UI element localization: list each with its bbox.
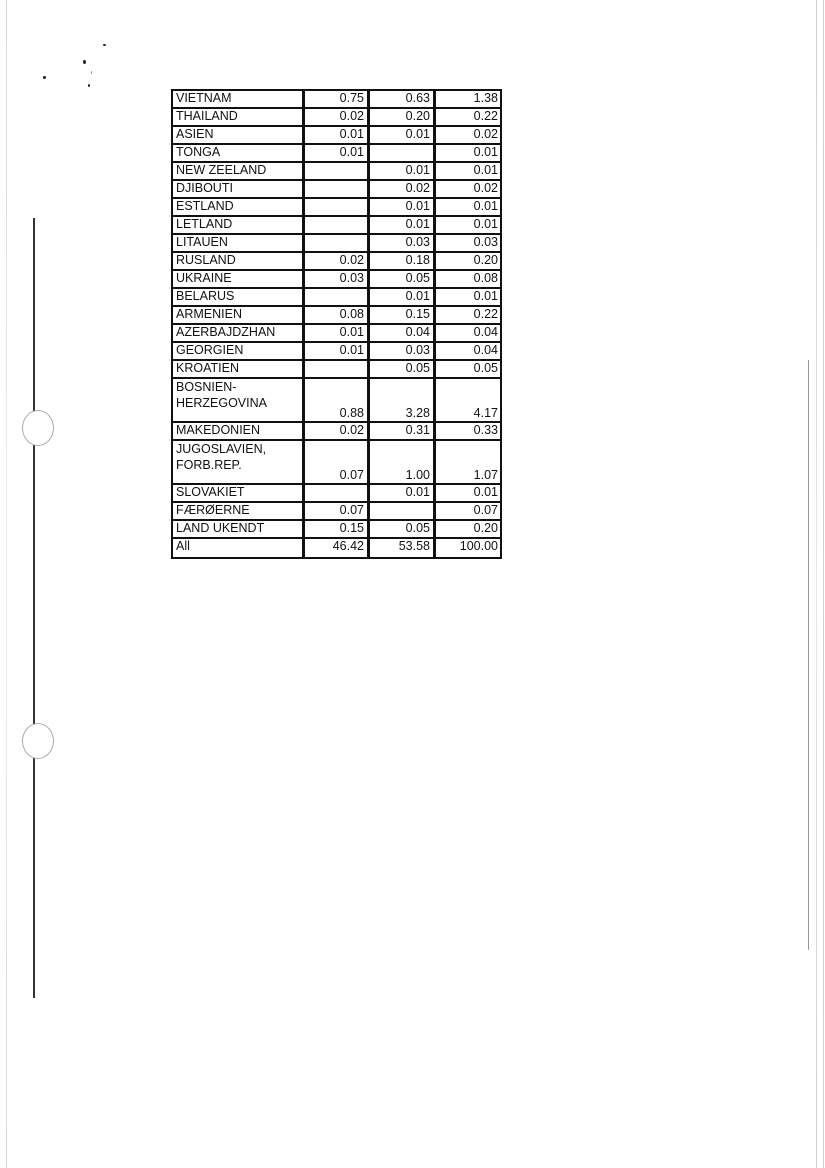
table-row [173,163,500,181]
value-col-2 [370,109,436,125]
value-col-total [436,199,500,215]
value-col-2 [370,343,436,359]
value-col-1 [305,423,370,439]
value-col-1-text: 0.02 [339,253,364,267]
value-col-2-text: 0.01 [405,485,430,499]
value-col-2 [370,539,436,557]
country-cell: LAND UKENDT [173,521,305,537]
value-col-1 [305,199,370,215]
value-col-2 [370,127,436,143]
value-col-2 [370,361,436,377]
value-col-1-text: 0.07 [339,503,364,517]
table-row [173,253,500,271]
value-col-total-text: 0.01 [473,485,498,499]
country-cell: DJIBOUTI [173,181,305,197]
country-name-line1: BOSNIEN- [176,380,237,394]
country-name-line1: JUGOSLAVIEN, [176,442,267,456]
value-col-2-text: 0.15 [405,307,430,321]
margin-line-left [33,218,35,998]
scan-edge-right [816,0,817,1168]
table-row [173,343,500,361]
value-col-2 [370,199,436,215]
table-row [173,325,500,343]
value-col-2-text: 1.00 [405,468,430,482]
value-col-1 [305,91,370,107]
value-col-total [436,361,500,377]
value-col-total-text: 0.03 [473,235,498,249]
table-row [173,485,500,503]
punch-hole-bottom [22,723,54,759]
value-col-1 [305,217,370,233]
value-col-1-text: 0.01 [339,145,364,159]
table-row [173,181,500,199]
value-col-1 [305,253,370,269]
speck [88,84,90,87]
value-col-2-text: 0.01 [405,217,430,231]
value-col-2 [370,485,436,501]
value-col-1 [305,109,370,125]
value-col-2 [370,163,436,179]
table-row [173,235,500,253]
value-col-1-text: 0.07 [339,468,364,482]
value-col-total-text: 0.01 [473,289,498,303]
table-row [173,423,500,441]
value-col-total [436,307,500,323]
value-col-1-text: 0.15 [339,521,364,535]
value-col-2 [370,217,436,233]
table-row [173,539,500,557]
value-col-total [436,181,500,197]
value-col-2-text: 0.31 [405,423,430,437]
value-col-2-text: 0.04 [405,325,430,339]
value-col-1-text: 0.01 [339,127,364,141]
value-col-2-text: 0.02 [405,181,430,195]
value-col-total-text: 0.22 [473,307,498,321]
value-col-2-text: 0.05 [405,271,430,285]
value-col-total-text: 0.33 [473,423,498,437]
value-col-2 [370,271,436,287]
table-row [173,217,500,235]
value-col-1 [305,145,370,161]
value-col-1 [305,163,370,179]
value-col-2-text: 0.01 [405,127,430,141]
value-col-2-text: 0.01 [405,289,430,303]
table-row [173,271,500,289]
value-col-2 [370,145,436,161]
value-col-total [436,379,500,421]
value-col-total-text: 100.00 [459,539,498,553]
value-col-total-text: 0.04 [473,325,498,339]
value-col-1 [305,289,370,305]
value-col-1-text: 0.01 [339,343,364,357]
value-col-total-text: 0.22 [473,109,498,123]
table-row [173,379,500,423]
value-col-2-text: 0.01 [405,163,430,177]
table-row [173,441,500,485]
country-cell: LETLAND [173,217,305,233]
table-row [173,127,500,145]
value-col-1 [305,343,370,359]
value-col-1 [305,503,370,519]
country-cell: FÆRØERNE [173,503,305,519]
value-col-2 [370,379,436,421]
value-col-total-text: 0.02 [473,181,498,195]
value-col-2-text: 53.58 [398,539,430,553]
value-col-2-text: 0.20 [405,109,430,123]
punch-hole-top [22,410,54,446]
table-row [173,199,500,217]
value-col-2 [370,181,436,197]
country-cell: ARMENIEN [173,307,305,323]
country-cell: ASIEN [173,127,305,143]
value-col-total-text: 1.07 [473,468,498,482]
value-col-total [436,127,500,143]
value-col-2 [370,91,436,107]
country-cell: MAKEDONIEN [173,423,305,439]
value-col-total [436,521,500,537]
country-cell: LITAUEN [173,235,305,251]
value-col-2 [370,441,436,483]
value-col-1 [305,307,370,323]
value-col-1-text: 0.88 [339,406,364,420]
value-col-1-text: 46.42 [332,539,364,553]
margin-line-right [808,360,809,950]
value-col-1-text: 0.01 [339,325,364,339]
value-col-total [436,145,500,161]
value-col-total [436,109,500,125]
value-col-1-text: 0.08 [339,307,364,321]
value-col-2 [370,235,436,251]
value-col-2-text: 0.03 [405,343,430,357]
value-col-total-text: 0.04 [473,343,498,357]
table-row [173,145,500,163]
value-col-total-text: 0.02 [473,127,498,141]
value-col-2-text: 0.05 [405,361,430,375]
country-cell: ESTLAND [173,199,305,215]
value-col-1 [305,379,370,421]
value-col-1 [305,127,370,143]
value-col-2 [370,253,436,269]
value-col-total [436,503,500,519]
value-col-total [436,325,500,341]
country-cell: VIETNAM [173,91,305,107]
country-cell: TONGA [173,145,305,161]
speck [103,44,106,46]
value-col-1 [305,235,370,251]
value-col-total-text: 0.01 [473,199,498,213]
value-col-2 [370,325,436,341]
value-col-2 [370,521,436,537]
value-col-2 [370,307,436,323]
country-name-line2: FORB.REP. [176,458,242,472]
table-row [173,503,500,521]
value-col-1 [305,441,370,483]
value-col-2-text: 0.63 [405,91,430,105]
scan-edge-right-outer [823,0,824,1168]
country-cell: GEORGIEN [173,343,305,359]
value-col-1 [305,271,370,287]
speck [43,76,46,79]
country-cell: THAILAND [173,109,305,125]
country-cell: AZERBAJDZHAN [173,325,305,341]
value-col-total-text: 0.20 [473,521,498,535]
country-name-line2: HERZEGOVINA [176,396,267,410]
value-col-total-text: 0.08 [473,271,498,285]
value-col-1-text: 0.75 [339,91,364,105]
country-cell [173,441,305,483]
country-cell: UKRAINE [173,271,305,287]
value-col-total-text: 4.17 [473,406,498,420]
country-cell [173,379,305,421]
speck [83,60,86,64]
table-row [173,307,500,325]
value-col-total [436,163,500,179]
value-col-2-text: 0.18 [405,253,430,267]
value-col-2-text: 0.05 [405,521,430,535]
table-row [173,91,500,109]
value-col-total [436,235,500,251]
scan-edge-left [6,0,7,1168]
value-col-1 [305,485,370,501]
value-col-2 [370,423,436,439]
value-col-1 [305,521,370,537]
value-col-1-text: 0.02 [339,109,364,123]
value-col-2-text: 0.01 [405,199,430,213]
value-col-total-text: 0.01 [473,163,498,177]
value-col-1 [305,539,370,557]
value-col-2-text: 0.03 [405,235,430,249]
value-col-1 [305,361,370,377]
value-col-2 [370,289,436,305]
value-col-total-text: 0.20 [473,253,498,267]
value-col-1-text: 0.03 [339,271,364,285]
country-cell: KROATIEN [173,361,305,377]
statistics-table [171,89,502,559]
country-cell: NEW ZEELAND [173,163,305,179]
value-col-1-text: 0.02 [339,423,364,437]
value-col-total [436,441,500,483]
value-col-total [436,343,500,359]
value-col-1 [305,181,370,197]
value-col-1 [305,325,370,341]
table-row [173,289,500,307]
value-col-total-text: 0.07 [473,503,498,517]
country-cell: RUSLAND [173,253,305,269]
value-col-total [436,423,500,439]
table-row [173,521,500,539]
value-col-total [436,289,500,305]
value-col-total [436,485,500,501]
value-col-total-text: 0.05 [473,361,498,375]
value-col-total [436,253,500,269]
value-col-total [436,217,500,233]
value-col-total-text: 0.01 [473,145,498,159]
value-col-2-text: 3.28 [405,406,430,420]
value-col-total [436,539,500,557]
country-cell: All [173,539,305,557]
country-cell: SLOVAKIET [173,485,305,501]
value-col-total-text: 1.38 [473,91,498,105]
speck [91,71,92,74]
value-col-total [436,91,500,107]
value-col-total [436,271,500,287]
value-col-total-text: 0.01 [473,217,498,231]
table-row [173,109,500,127]
country-cell: BELARUS [173,289,305,305]
table-row [173,361,500,379]
value-col-2 [370,503,436,519]
